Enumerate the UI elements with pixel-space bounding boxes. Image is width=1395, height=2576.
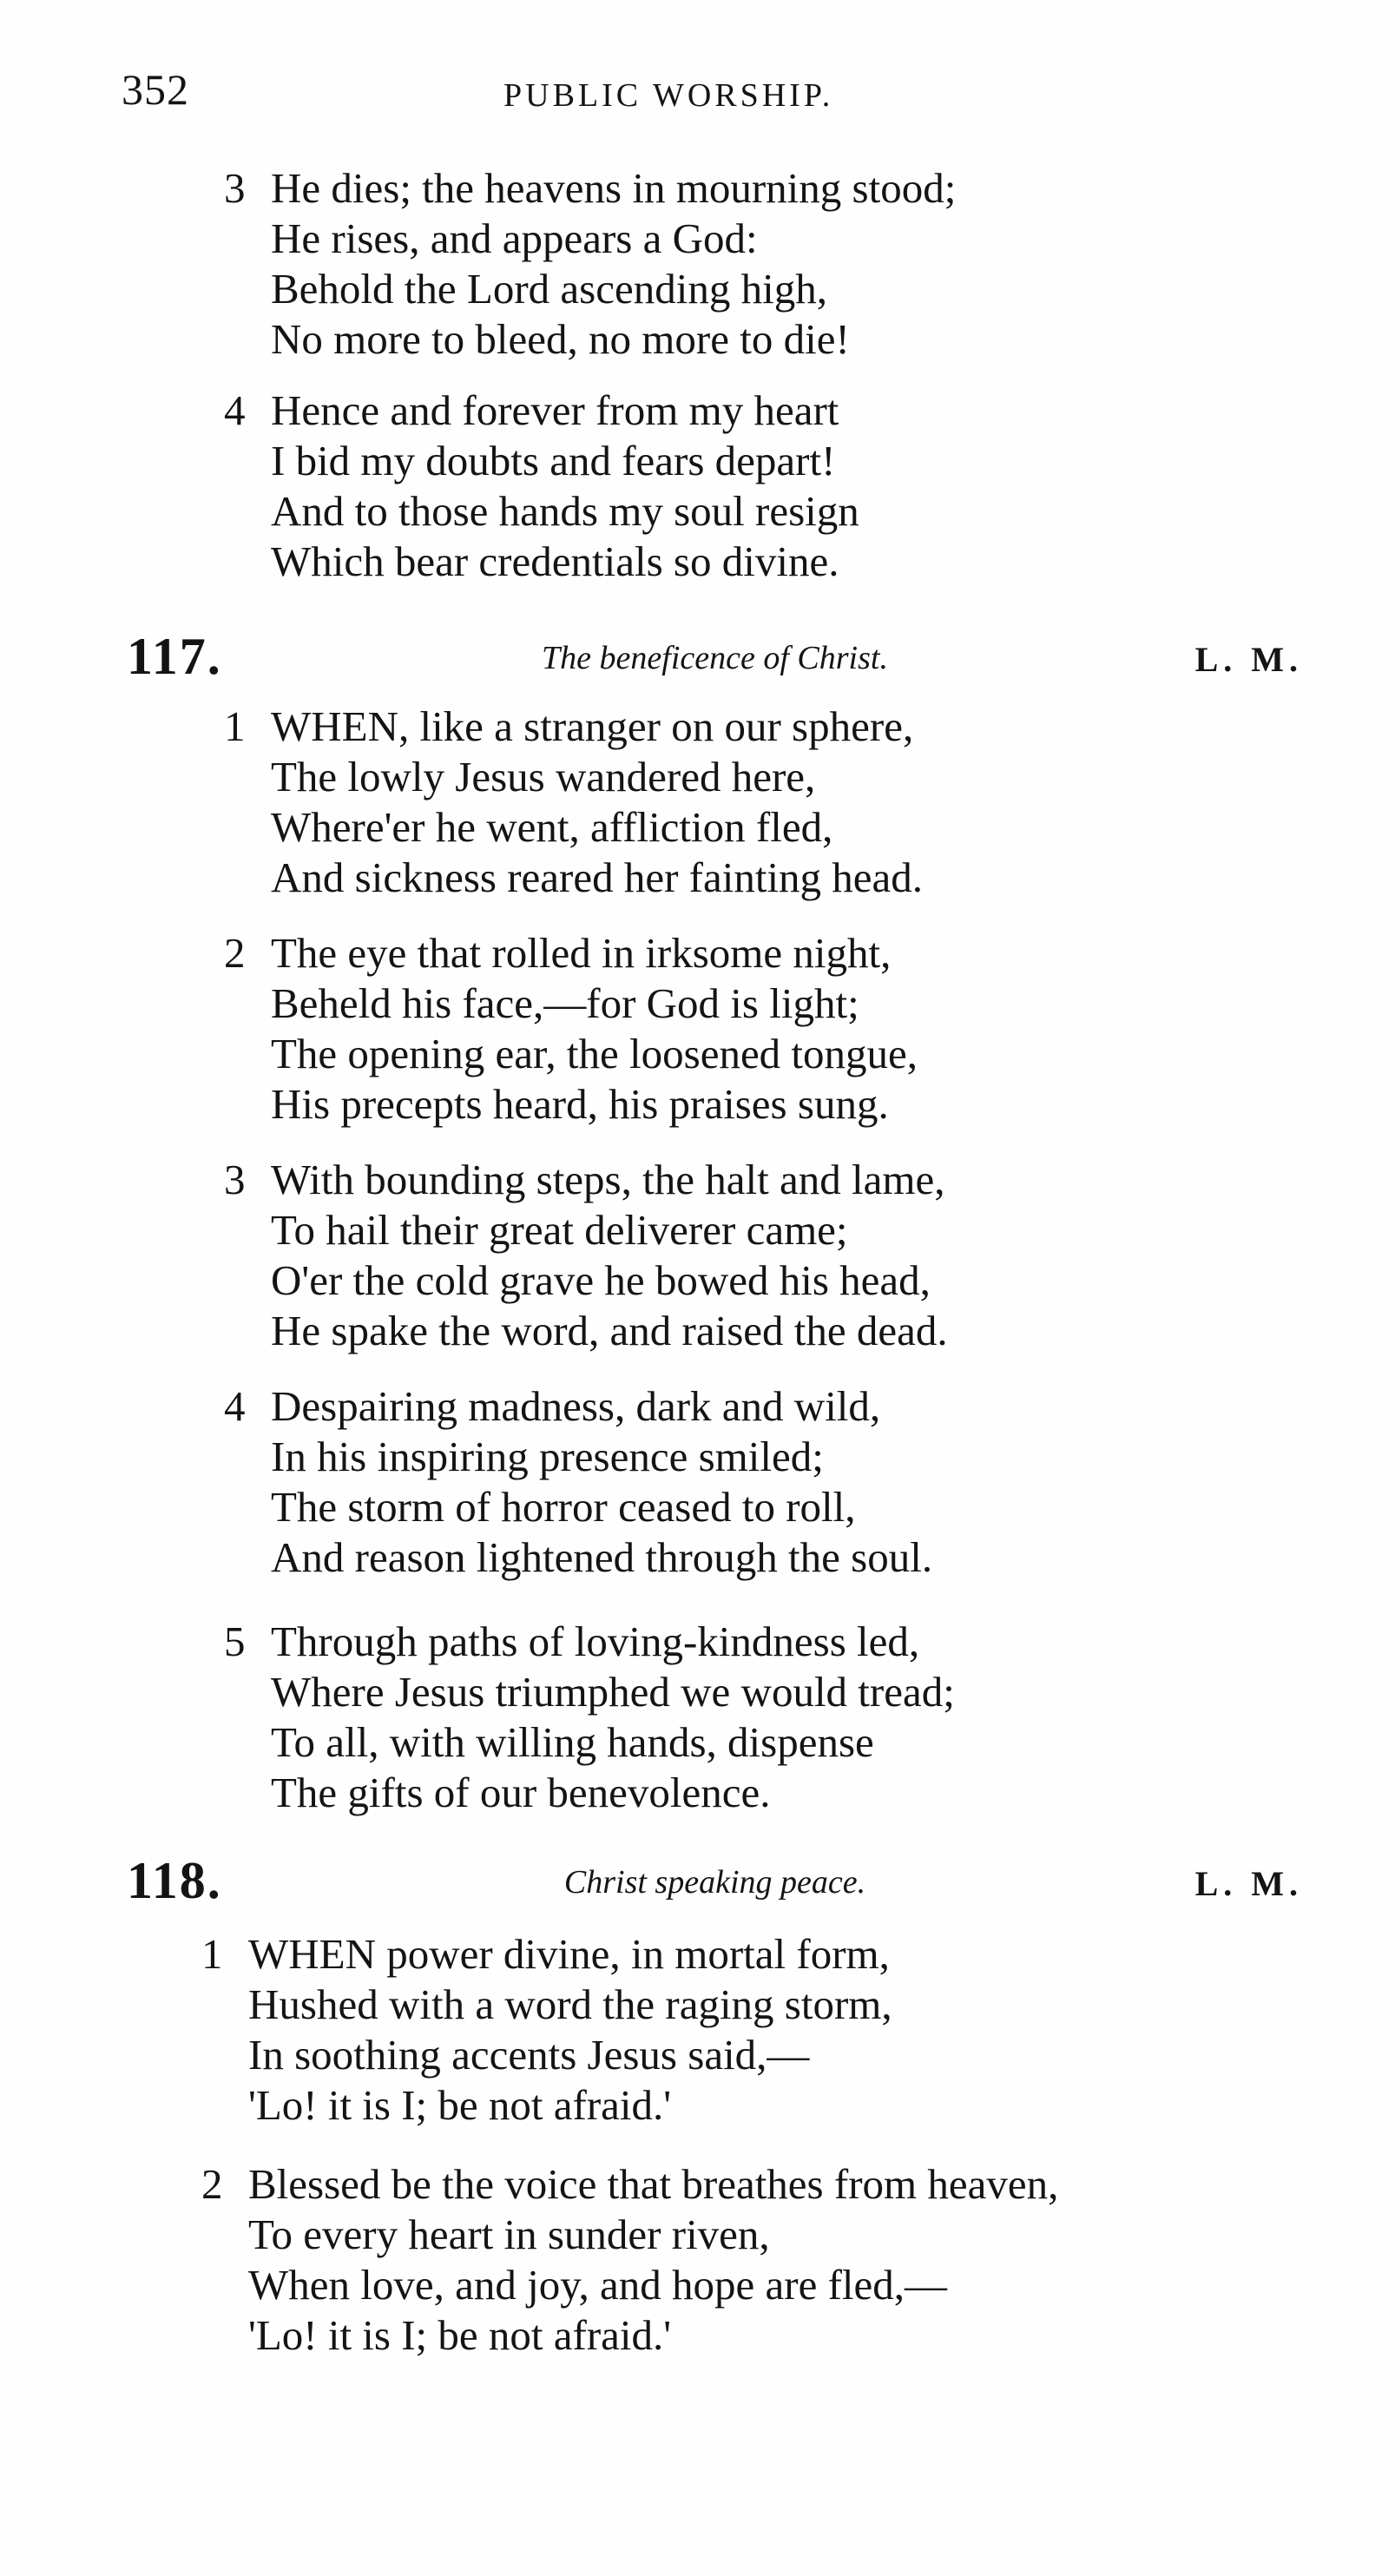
page-number: 352	[122, 65, 189, 114]
verse-line: 'Lo! it is I; be not afraid.'	[248, 2081, 672, 2129]
stanza-number: 2	[201, 2160, 223, 2208]
verse-line: And to those hands my soul resign	[271, 487, 859, 535]
stanza-number: 3	[224, 164, 246, 212]
verse-line: He spake the word, and raised the dead.	[271, 1307, 948, 1354]
verse-line: His precepts heard, his praises sung.	[271, 1080, 889, 1128]
page-header	[0, 64, 1395, 134]
hymn-number: 118.	[127, 1852, 222, 1909]
verse-line: He rises, and appears a God:	[271, 214, 758, 262]
verse-line: To all, with willing hands, dispense	[271, 1718, 874, 1766]
verse-line: And sickness reared her fainting head.	[271, 853, 924, 901]
verse-line: And reason lightened through the soul.	[271, 1533, 933, 1581]
hymn-number: 117.	[127, 628, 222, 685]
stanza-number: 1	[224, 702, 246, 750]
verse-line: 1 WHEN power divine, in mortal form,	[201, 1930, 890, 1978]
stanza-number: 4	[224, 1382, 246, 1430]
verse-line: Where Jesus triumphed we would tread;	[271, 1668, 955, 1716]
stanza	[0, 1617, 1395, 1818]
verse-line: Which bear credentials so divine.	[271, 537, 839, 585]
stanza	[0, 2159, 1395, 2361]
stanza	[0, 385, 1395, 587]
stanza-number: 4	[224, 386, 246, 434]
stanza-number: 2	[224, 929, 246, 977]
verse-line: No more to bleed, no more to die!	[271, 315, 850, 363]
hymn-heading	[0, 1851, 1395, 1912]
stanza	[0, 163, 1395, 365]
stanza-number: 3	[224, 1156, 246, 1203]
verse-line: 2 The eye that rolled in irksome night,	[224, 929, 892, 977]
hymn-title: Christ speaking peace.	[563, 1864, 866, 1901]
verse-line: In his inspiring presence smiled;	[271, 1433, 824, 1480]
verse-line: The opening ear, the loosened tongue,	[271, 1030, 918, 1077]
verse-line: Hushed with a word the raging storm,	[248, 1980, 892, 2028]
verse-line: The gifts of our benevolence.	[271, 1769, 771, 1816]
verse-line: 2 Blessed be the voice that breathes from heaven,	[201, 2160, 1059, 2208]
hymn-title: The beneficence of Christ.	[542, 640, 888, 676]
hymn-meter: L. M.	[1194, 1864, 1303, 1903]
verse-line: The lowly Jesus wandered here,	[271, 753, 816, 800]
verse-line: 1 WHEN, like a stranger on our sphere,	[224, 702, 914, 750]
verse-line: 3 He dies; the heavens in mourning stood;	[224, 164, 957, 212]
stanza	[0, 1381, 1395, 1583]
verse-line: Behold the Lord ascending high,	[271, 265, 827, 313]
verse-line: 3 With bounding steps, the halt and lame,	[224, 1156, 945, 1203]
stanza	[0, 1155, 1395, 1356]
stanza-number: 5	[224, 1617, 246, 1665]
stanza	[0, 702, 1395, 903]
verse-line: O'er the cold grave he bowed his head,	[271, 1256, 931, 1304]
verse-line: 4 Hence and forever from my heart	[224, 386, 839, 434]
verse-line: Where'er he went, affliction fled,	[271, 803, 833, 851]
stanza-number: 1	[201, 1930, 223, 1978]
verse-line: 5 Through paths of loving-kindness led,	[224, 1617, 920, 1665]
stanza	[0, 928, 1395, 1130]
verse-line: The storm of horror ceased to roll,	[271, 1483, 856, 1531]
verse-line: 'Lo! it is I; be not afraid.'	[248, 2311, 672, 2359]
hymn-meter: L. M.	[1194, 640, 1303, 679]
verse-line: I bid my doubts and fears depart!	[271, 437, 836, 484]
verse-line: 4 Despairing madness, dark and wild,	[224, 1382, 881, 1430]
running-head: PUBLIC WORSHIP.	[503, 77, 834, 114]
verse-line: In soothing accents Jesus said,—	[248, 2031, 810, 2079]
verse-line: When love, and joy, and hope are fled,—	[248, 2261, 948, 2309]
stanza	[0, 1929, 1395, 2131]
hymn-heading	[0, 627, 1395, 688]
verse-line: To hail their great deliverer came;	[271, 1206, 848, 1254]
verse-line: To every heart in sunder riven,	[248, 2210, 770, 2258]
verse-line: Beheld his face,—for God is light;	[271, 979, 859, 1027]
